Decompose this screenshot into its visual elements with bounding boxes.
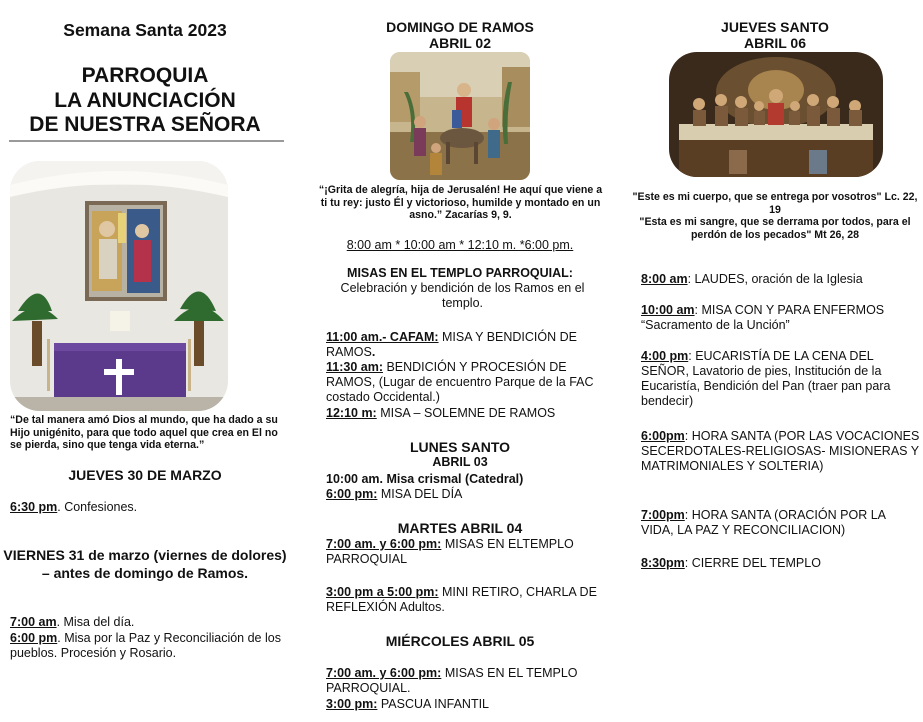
item-time: 8:00 am <box>641 272 688 286</box>
heading-line: ABRIL 02 <box>429 35 491 51</box>
schedule-item <box>326 666 611 696</box>
heading-viernes-31: VIERNES 31 de marzo (viernes de dolores) – antes de domingo de Ramos. <box>3 547 287 581</box>
item-text: . Misa por la Paz y Reconciliación de los pueblos. Procesión y Rosario. <box>10 631 281 660</box>
schedule-item <box>326 585 611 615</box>
item-time: 4:00 pm <box>641 349 689 363</box>
item-text: MISAS EN EL TEMPLO PARROQUIAL. <box>326 666 578 695</box>
john-quote: “De tal manera amó Dios al mundo, que ha dado a su Hijo unigénito, para que todo aquel que crea en El no se pierda, sino que tenga vida eterna.” <box>10 414 278 451</box>
item-time: 12:10 m: <box>326 406 377 420</box>
schedule-item <box>641 429 921 474</box>
item-text: : HORA SANTA (POR LAS VOCACIONES SECERDOTALES-RELIGIOSAS- MISIONERAS Y MATRIMONIALES Y SOLTERIA) <box>641 429 920 473</box>
item-text: : MISA CON Y PARA ENFERMOS “Sacramento de la Unción” <box>641 303 885 332</box>
schedule-item <box>641 303 921 333</box>
item-time: 7:00pm <box>641 508 685 522</box>
schedule-item <box>326 487 611 502</box>
parish-name <box>0 64 290 138</box>
item-text: : EUCARISTÍA DE LA CENA DEL SEÑOR, Lavatorio de pies, Institución de la Eucaristía, Bendición del Pan (traer pan para bendecir) <box>641 349 891 408</box>
item-text: . Confesiones. <box>57 500 138 514</box>
item-time: 6:30 pm <box>10 500 58 514</box>
item-tail: . <box>371 345 376 359</box>
item-text: : HORA SANTA (ORACIÓN POR LA VIDA, LA PAZ Y RECONCILIACION) <box>641 508 886 537</box>
page-title: Semana Santa 2023 <box>63 20 227 40</box>
heading-miercoles: MIÉRCOLES ABRIL 05 <box>385 633 535 649</box>
quote-line: "Esta es mi sangre, que se derrama por todos, para el perdón de los pecados" Mt 26, 28 <box>639 216 911 241</box>
schedule-item <box>641 556 921 571</box>
item-time: 3:00 pm: <box>326 697 378 711</box>
eucharist-quotes <box>630 191 920 241</box>
schedule-item <box>641 349 921 409</box>
item-text: : LAUDES, oración de la Iglesia <box>687 272 863 286</box>
heading-jueves-30: JUEVES 30 DE MARZO <box>68 467 222 483</box>
item-text: MISAS EN ELTEMPLO PARROQUIAL <box>326 537 574 566</box>
schedule-item <box>326 360 611 405</box>
item-time: 8:30pm <box>641 556 685 570</box>
item-time: 7:00 am. y 6:00 pm: <box>326 537 442 551</box>
item-text: MINI RETIRO, CHARLA DE REFLEXIÓN Adultos. <box>326 585 597 614</box>
schedule-item <box>326 537 611 567</box>
item-time: 6:00 pm: <box>326 487 378 501</box>
item-time: 7:00 am. y 6:00 pm: <box>326 666 442 680</box>
last-supper-painting <box>669 52 883 177</box>
zacarias-quote: “¡Grita de alegría, hija de Jerusalén! He aquí que viene a ti tu rey: justo Él y victorioso, humilde y montado en un asno.” Zacarías 9, 9. <box>318 184 603 221</box>
parish-line: DE NUESTRA SEÑORA <box>29 113 261 136</box>
lunes-date: ABRIL 03 <box>432 455 488 469</box>
item-time: 6:00pm <box>641 429 685 443</box>
item-time: 10:00 am <box>641 303 695 317</box>
heading-martes: MARTES ABRIL 04 <box>397 520 523 536</box>
heading-line: DOMINGO DE RAMOS <box>386 19 534 35</box>
item-text: MISA – SOLEMNE DE RAMOS <box>376 406 556 420</box>
item-text: : CIERRE DEL TEMPLO <box>684 556 821 570</box>
item-text: PASCUA INFANTIL <box>377 697 490 711</box>
heading-jueves-santo <box>625 19 923 51</box>
schedule-item <box>326 697 611 712</box>
heading-lunes-santo: LUNES SANTO <box>409 439 511 455</box>
item-time: 7:00 am <box>10 615 57 629</box>
heading-line: JUEVES SANTO <box>721 19 829 35</box>
parish-line: LA ANUNCIACIÓN <box>54 88 236 112</box>
heading-domingo-ramos <box>310 19 610 51</box>
palm-sunday-painting <box>390 52 530 180</box>
heading-line: ABRIL 06 <box>744 35 806 51</box>
item-text: BENDICIÓN Y PROCESIÓN DE RAMOS, (Lugar de encuentro Parque de la FAC costado Occidental.) <box>326 360 594 404</box>
item-time: 3:00 pm a 5:00 pm: <box>326 585 439 599</box>
schedule-item <box>641 508 921 538</box>
schedule-item <box>10 615 292 630</box>
item-text: MISA Y BENDICIÓN DE RAMOS <box>326 330 577 359</box>
item-text: MISA DEL DÍA <box>377 487 463 501</box>
item-text: . Misa del día. <box>56 615 135 629</box>
title-divider <box>9 140 284 142</box>
item-time: 11:00 am.- CAFAM: <box>326 330 439 344</box>
quote-line: "Este es mi cuerpo, que se entrega por vosotros" Lc. 22, 19 <box>632 191 918 216</box>
parish-line: PARROQUIA <box>81 64 209 87</box>
schedule-item <box>10 631 292 661</box>
schedule-item <box>10 500 290 515</box>
celebracion-text: Celebración y bendición de los Ramos en el templo. <box>340 281 585 310</box>
schedule-item <box>641 272 921 287</box>
mass-times: 8:00 am * 10:00 am * 12:10 m. *6:00 pm. <box>346 238 574 252</box>
schedule-item: 10:00 am. Misa crismal (Catedral) <box>326 472 524 486</box>
heading-misas-templo: MISAS EN EL TEMPLO PARROQUIAL: <box>347 266 573 280</box>
schedule-item <box>326 406 611 421</box>
item-time: 11:30 am: <box>326 360 383 374</box>
item-time: 6:00 pm <box>10 631 58 645</box>
schedule-item <box>326 330 611 360</box>
altar-photo <box>10 161 228 411</box>
